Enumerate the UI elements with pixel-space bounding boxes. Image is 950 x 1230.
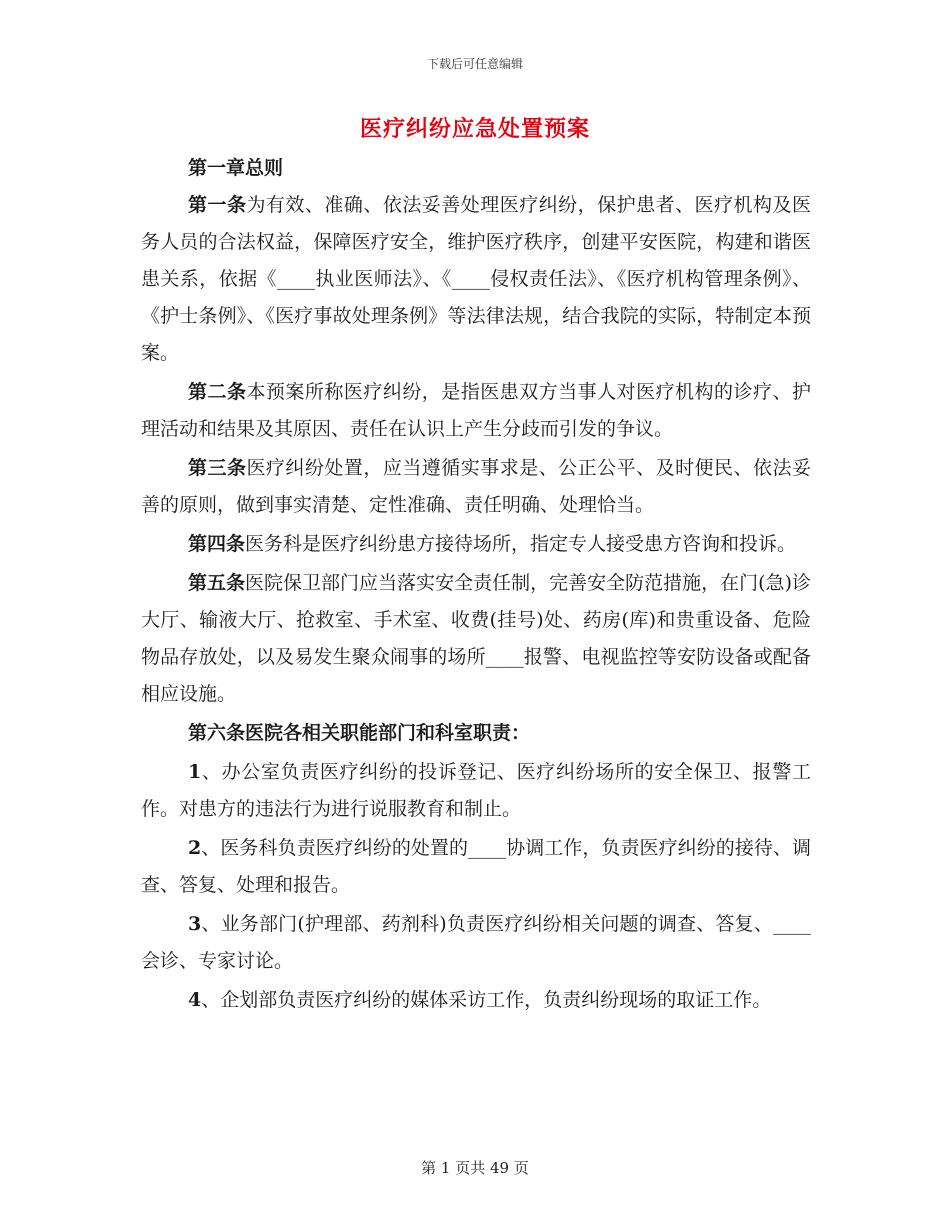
duty-item-1 [141,754,811,828]
item-text: 、企划部负责医疗纠纷的媒体采访工作，负责纠纷现场的取证工作。 [201,989,772,1011]
document-body [141,150,811,1019]
article-6 [141,715,811,752]
page-footer: 第 1 页共 49 页 [421,1159,529,1177]
item-number: 3 [188,913,202,935]
article-lead: 第一条 [188,194,247,216]
item-number: 4 [188,989,202,1011]
duty-item-4 [141,982,811,1019]
article-lead: 第二条 [188,381,247,403]
article-text: 为有效、准确、依法妥善处理医疗纠纷，保护患者、医疗机构及医务人员的合法权益，保障医疗安全，维护医疗秩序，创建平安医院，构建和谐医患关系，依据《____执业医师法》、《____侵权责任法》、《医疗机构管理条例》、《护士条例》、《医疗事故处理条例》等法律法规，结合我院的实际，特制定本预案。 [141,194,811,364]
item-number: 1 [188,761,202,783]
article-5 [141,565,811,713]
article-text: 医院保卫部门应当落实安全责任制，完善安全防范措施，在门(急)诊大厅、输液大厅、抢救室、手术室、收费(挂号)处、药房(库)和贵重设备、危险物品存放处，以及易发生聚众闹事的场所____报警、电视监控等安防设备或配备相应设施。 [141,572,811,705]
article-lead: 第六条医院各相关职能部门和科室职责： [188,722,531,744]
item-text: 、办公室负责医疗纠纷的投诉登记、医疗纠纷场所的安全保卫、报警工作。对患方的违法行为进行说服教育和制止。 [141,761,811,820]
chapter-heading: 第一章总则 [188,157,284,179]
duty-item-3 [141,906,811,980]
article-text: 医务科是医疗纠纷患方接待场所，指定专人接受患方咨询和投诉。 [245,533,797,555]
article-1 [141,187,811,372]
item-text: 、医务科负责医疗纠纷的处置的____协调工作，负责医疗纠纷的接待、调查、答复、处理和报告。 [141,837,811,896]
item-number: 2 [188,837,202,859]
item-text: 、业务部门(护理部、药剂科)负责医疗纠纷相关问题的调查、答复、____会诊、专家讨论。 [141,913,811,972]
duty-item-2 [141,830,811,904]
document-title: 医疗纠纷应急处置预案 [359,116,590,142]
article-3 [141,450,811,524]
article-lead: 第四条 [188,533,246,555]
article-4 [141,526,811,563]
article-lead: 第三条 [188,457,247,479]
article-2 [141,374,811,448]
article-lead: 第五条 [188,572,246,594]
header-note: 下载后可任意编辑 [426,57,523,71]
article-text: 本预案所称医疗纠纷，是指医患双方当事人对医疗机构的诊疗、护理活动和结果及其原因、责任在认识上产生分歧而引发的争议。 [141,381,811,440]
article-text: 医疗纠纷处置，应当遵循实事求是、公正公平、及时便民、依法妥善的原则，做到事实清楚、定性准确、责任明确、处理恰当。 [141,457,811,516]
